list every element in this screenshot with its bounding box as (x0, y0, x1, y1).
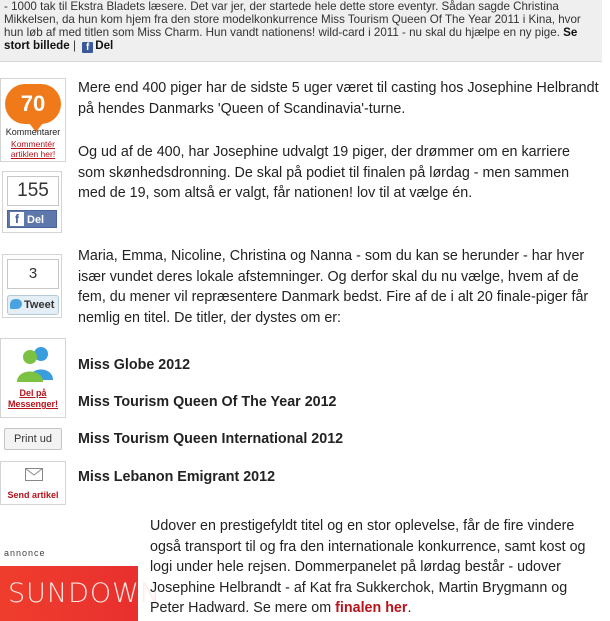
twitter-share-box (2, 254, 62, 318)
comments-box[interactable] (0, 78, 66, 162)
big-image-link[interactable]: Se stort billede (4, 26, 578, 52)
envelope-icon[interactable] (25, 468, 43, 481)
messenger-share-link[interactable]: Del på Messenger! (7, 388, 59, 409)
article-paragraph-4-text: Udover en prestigefyldt titel og en stor oplevelse, får de fire vindere også transport til og fra den internationale konkurrence, samt kost og logi under hele rejsen. Dommerpanelet på lørdag består - udover Josephine Helbrandt - af Kat fra Sukkerchok, Martin Brygmann og Peter Hadward. Se mere om (150, 518, 586, 617)
comment-count: 70 (20, 91, 46, 116)
caption-separator: | (72, 39, 76, 52)
title-heading-2: Miss Tourism Queen Of The Year 2012 (78, 394, 337, 410)
tweet-count: 3 (7, 259, 59, 289)
comment-bubble-icon[interactable] (5, 84, 61, 124)
ad-brand-text: SUNDOWN (8, 578, 162, 609)
title-heading-1: Miss Globe 2012 (78, 357, 191, 373)
facebook-share-button[interactable] (7, 210, 57, 228)
article-paragraph-4-end: . (407, 600, 412, 617)
send-article-link[interactable]: Send artikel (7, 490, 59, 500)
comments-label: Kommentarer (5, 127, 61, 137)
tweet-button[interactable] (7, 295, 59, 315)
caption-share-link[interactable]: Del (95, 39, 114, 52)
facebook-share-count: 155 (7, 176, 59, 206)
caption-text: - 1000 tak til Ekstra Bladets læsere. Det var jer, der startede hele dette store eventyr. Sådan sagde Christina Mikkelsen, da hun kom hjem fra den store modelkonkurrence Miss Tourism Queen Of The Year 2011 i Kina, hvor hun løb af med titlen som Miss Charm. Hun vandt nationens! wild-card i 2011 - nu skal du hjælpe en ny pige. (4, 0, 581, 39)
facebook-share-box (2, 171, 62, 233)
facebook-icon[interactable]: f (82, 42, 93, 53)
print-button[interactable]: Print ud (4, 428, 62, 450)
image-caption (0, 0, 602, 62)
tweet-label: Tweet (24, 299, 55, 311)
sundown-ad-banner[interactable] (0, 566, 162, 621)
messenger-share-box[interactable] (0, 338, 66, 418)
finale-link[interactable]: finalen her (335, 600, 408, 617)
ad-label: annonce (4, 548, 46, 558)
twitter-bird-icon (10, 299, 22, 309)
facebook-icon: f (10, 212, 24, 226)
article-paragraph-4 (150, 516, 605, 619)
facebook-share-label: Del (27, 214, 45, 226)
article-paragraph-2: Og ud af de 400, har Josephine udvalgt 19 piger, der drømmer om en karriere som skønhedsdronning. De skal på podiet til finalen på lørdag - men sammen med de 19, som altså er valgt, får nationen! lov til at vælge én. (78, 144, 570, 201)
messenger-people-icon[interactable] (15, 344, 55, 382)
article-paragraph-3: Maria, Emma, Nicoline, Christina og Nanna - som du kan se herunder - har hver især vundet deres lokale afstemninger. Og derfor skal du nu vælge, hvem af de fem, du mener vil repræsentere Danmark bedst. Fire af de i alt 20 finale-piger får nemlig en titel. De titler, der dystes om er: (78, 248, 589, 326)
title-heading-3: Miss Tourism Queen International 2012 (78, 431, 344, 447)
comment-article-link[interactable]: Kommentér artiklen her! (10, 139, 56, 159)
title-heading-4: Miss Lebanon Emigrant 2012 (78, 469, 276, 485)
article-paragraph-1: Mere end 400 piger har de sidste 5 uger været til casting hos Josephine Helbrandt på hendes Danmarks 'Queen of Scandinavia'-turne. (78, 80, 599, 117)
send-article-box[interactable] (0, 461, 66, 505)
